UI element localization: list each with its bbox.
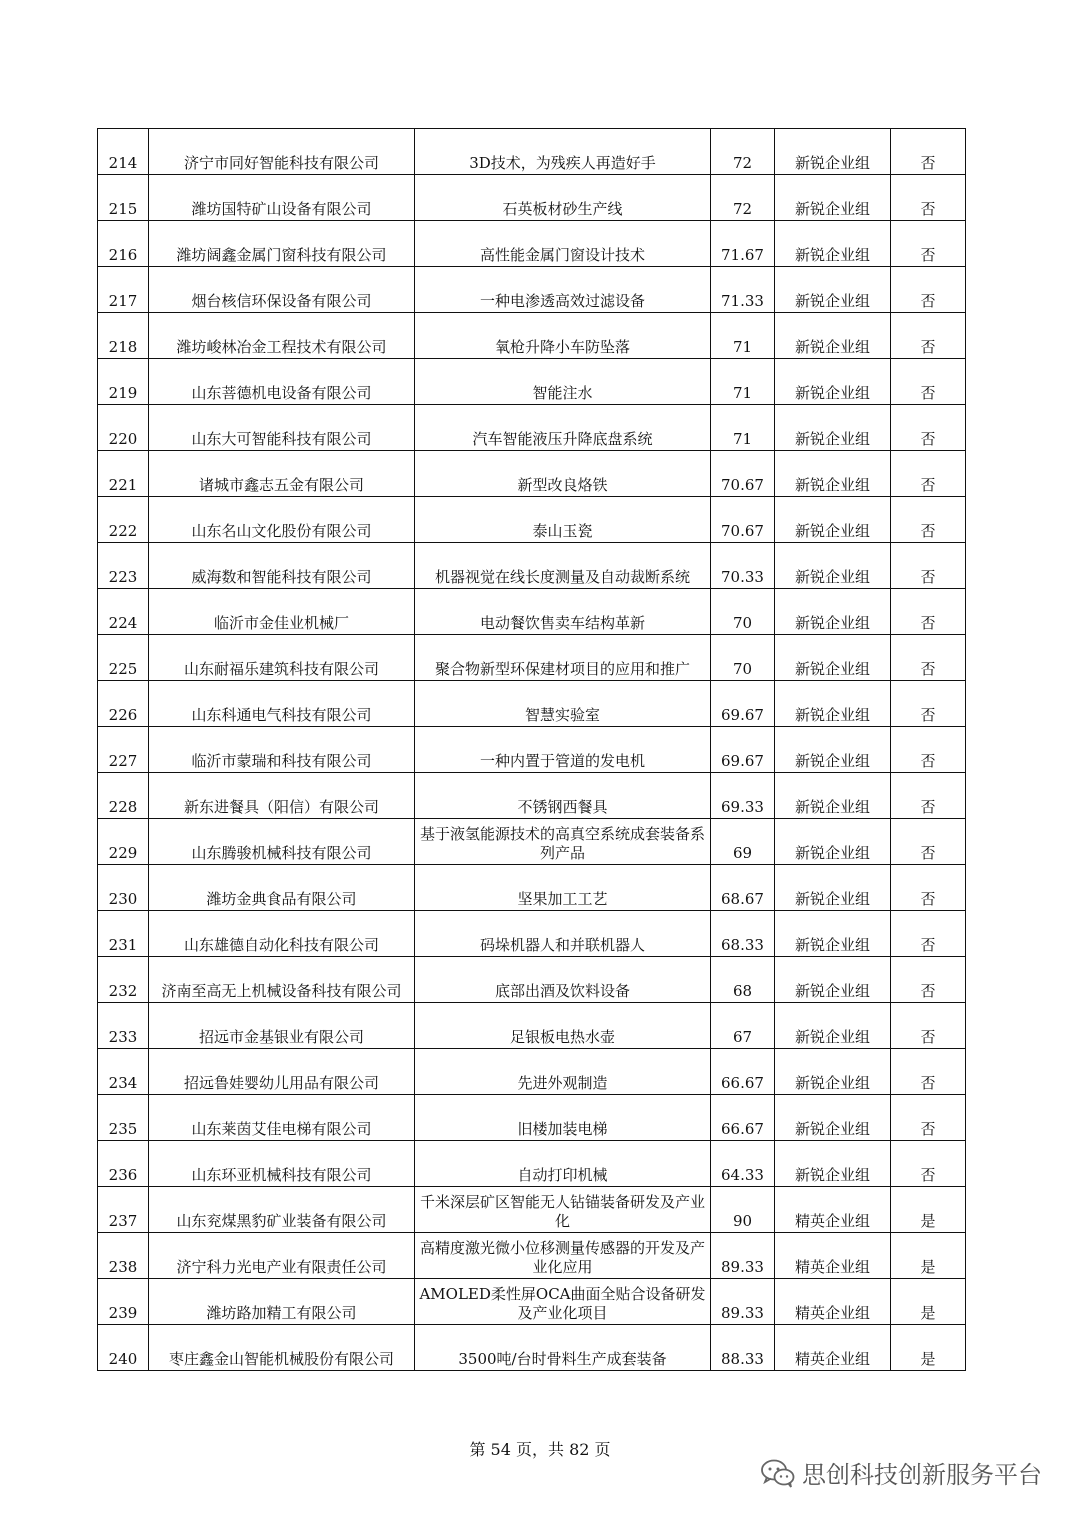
result-cell: 否	[891, 175, 966, 221]
company-cell: 济南至高无上机械设备科技有限公司	[149, 957, 415, 1003]
table-row	[98, 1279, 966, 1325]
table-row	[98, 175, 966, 221]
table-row	[98, 911, 966, 957]
company-cell: 潍坊金典食品有限公司	[149, 865, 415, 911]
table-row	[98, 129, 966, 175]
result-cell: 否	[891, 681, 966, 727]
group-cell: 新锐企业组	[775, 727, 891, 773]
group-cell: 新锐企业组	[775, 267, 891, 313]
project-cell: 聚合物新型环保建材项目的应用和推广	[415, 635, 711, 681]
table-row	[98, 1141, 966, 1187]
result-cell: 否	[891, 497, 966, 543]
project-cell: AMOLED柔性屏OCA曲面全贴合设备研发及产业化项目	[415, 1279, 711, 1325]
table-row	[98, 865, 966, 911]
group-cell: 新锐企业组	[775, 1141, 891, 1187]
project-cell: 汽车智能液压升降底盘系统	[415, 405, 711, 451]
company-cell: 威海数和智能科技有限公司	[149, 543, 415, 589]
company-cell: 招远市金基银业有限公司	[149, 1003, 415, 1049]
score-cell: 68	[711, 957, 775, 1003]
table-row	[98, 1095, 966, 1141]
group-cell: 新锐企业组	[775, 589, 891, 635]
group-cell: 新锐企业组	[775, 543, 891, 589]
row-number-cell: 240	[98, 1325, 149, 1371]
score-cell: 66.67	[711, 1049, 775, 1095]
score-cell: 70.33	[711, 543, 775, 589]
group-cell: 新锐企业组	[775, 129, 891, 175]
group-cell: 新锐企业组	[775, 911, 891, 957]
page-number: 第 54 页，共 82 页	[469, 1440, 611, 1459]
project-cell: 一种内置于管道的发电机	[415, 727, 711, 773]
table-row	[98, 543, 966, 589]
result-cell: 否	[891, 543, 966, 589]
row-number-cell: 218	[98, 313, 149, 359]
score-cell: 71.67	[711, 221, 775, 267]
table-row	[98, 589, 966, 635]
score-cell: 89.33	[711, 1233, 775, 1279]
project-cell: 泰山玉瓷	[415, 497, 711, 543]
score-cell: 64.33	[711, 1141, 775, 1187]
project-cell: 智慧实验室	[415, 681, 711, 727]
company-cell: 山东名山文化股份有限公司	[149, 497, 415, 543]
group-cell: 新锐企业组	[775, 405, 891, 451]
score-cell: 69.67	[711, 681, 775, 727]
watermark	[760, 1455, 1042, 1490]
row-number-cell: 235	[98, 1095, 149, 1141]
company-cell: 山东腾骏机械科技有限公司	[149, 819, 415, 865]
company-cell: 山东雄德自动化科技有限公司	[149, 911, 415, 957]
row-number-cell: 216	[98, 221, 149, 267]
project-cell: 自动打印机械	[415, 1141, 711, 1187]
score-cell: 72	[711, 129, 775, 175]
project-cell: 石英板材砂生产线	[415, 175, 711, 221]
project-cell: 旧楼加装电梯	[415, 1095, 711, 1141]
score-cell: 88.33	[711, 1325, 775, 1371]
group-cell: 新锐企业组	[775, 313, 891, 359]
row-number-cell: 234	[98, 1049, 149, 1095]
company-cell: 枣庄鑫金山智能机械股份有限公司	[149, 1325, 415, 1371]
result-cell: 是	[891, 1187, 966, 1233]
group-cell: 新锐企业组	[775, 497, 891, 543]
project-cell: 高精度激光微小位移测量传感器的开发及产业化应用	[415, 1233, 711, 1279]
group-cell: 新锐企业组	[775, 819, 891, 865]
table-row	[98, 819, 966, 865]
group-cell: 新锐企业组	[775, 957, 891, 1003]
row-number-cell: 221	[98, 451, 149, 497]
company-cell: 山东耐福乐建筑科技有限公司	[149, 635, 415, 681]
group-cell: 新锐企业组	[775, 681, 891, 727]
project-cell: 千米深层矿区智能无人钻锚装备研发及产业化	[415, 1187, 711, 1233]
table-body	[98, 129, 966, 1371]
row-number-cell: 233	[98, 1003, 149, 1049]
result-cell: 是	[891, 1325, 966, 1371]
score-cell: 69.33	[711, 773, 775, 819]
score-cell: 72	[711, 175, 775, 221]
result-cell: 否	[891, 1141, 966, 1187]
group-cell: 新锐企业组	[775, 175, 891, 221]
row-number-cell: 215	[98, 175, 149, 221]
group-cell: 精英企业组	[775, 1325, 891, 1371]
score-cell: 71.33	[711, 267, 775, 313]
group-cell: 新锐企业组	[775, 221, 891, 267]
row-number-cell: 219	[98, 359, 149, 405]
result-cell: 否	[891, 957, 966, 1003]
table-row	[98, 313, 966, 359]
group-cell: 新锐企业组	[775, 865, 891, 911]
table-row	[98, 1187, 966, 1233]
row-number-cell: 232	[98, 957, 149, 1003]
group-cell: 精英企业组	[775, 1187, 891, 1233]
table-row	[98, 221, 966, 267]
result-cell: 否	[891, 865, 966, 911]
score-cell: 71	[711, 405, 775, 451]
project-cell: 3500吨/台时骨料生产成套装备	[415, 1325, 711, 1371]
result-cell: 否	[891, 1095, 966, 1141]
group-cell: 新锐企业组	[775, 1095, 891, 1141]
result-cell: 否	[891, 819, 966, 865]
result-cell: 否	[891, 359, 966, 405]
project-cell: 坚果加工工艺	[415, 865, 711, 911]
score-cell: 68.33	[711, 911, 775, 957]
table-row	[98, 1049, 966, 1095]
group-cell: 精英企业组	[775, 1279, 891, 1325]
table-row	[98, 727, 966, 773]
row-number-cell: 226	[98, 681, 149, 727]
row-number-cell: 223	[98, 543, 149, 589]
company-cell: 山东科通电气科技有限公司	[149, 681, 415, 727]
result-cell: 否	[891, 911, 966, 957]
project-cell: 电动餐饮售卖车结构革新	[415, 589, 711, 635]
score-cell: 70.67	[711, 451, 775, 497]
group-cell: 新锐企业组	[775, 1049, 891, 1095]
row-number-cell: 236	[98, 1141, 149, 1187]
table-row	[98, 497, 966, 543]
company-cell: 诸城市鑫志五金有限公司	[149, 451, 415, 497]
score-cell: 90	[711, 1187, 775, 1233]
row-number-cell: 230	[98, 865, 149, 911]
table-row	[98, 635, 966, 681]
score-cell: 70.67	[711, 497, 775, 543]
result-cell: 否	[891, 129, 966, 175]
score-cell: 70	[711, 635, 775, 681]
group-cell: 精英企业组	[775, 1233, 891, 1279]
table-row	[98, 1003, 966, 1049]
result-cell: 是	[891, 1233, 966, 1279]
company-cell: 临沂市蒙瑞和科技有限公司	[149, 727, 415, 773]
table-row	[98, 405, 966, 451]
company-cell: 临沂市金佳业机械厂	[149, 589, 415, 635]
project-cell: 3D技术，为残疾人再造好手	[415, 129, 711, 175]
group-cell: 新锐企业组	[775, 1003, 891, 1049]
row-number-cell: 228	[98, 773, 149, 819]
result-cell: 否	[891, 451, 966, 497]
company-cell: 潍坊阔鑫金属门窗科技有限公司	[149, 221, 415, 267]
result-cell: 否	[891, 589, 966, 635]
company-cell: 山东兖煤黑豹矿业装备有限公司	[149, 1187, 415, 1233]
score-cell: 70	[711, 589, 775, 635]
company-cell: 烟台核信环保设备有限公司	[149, 267, 415, 313]
company-cell: 济宁市同好智能科技有限公司	[149, 129, 415, 175]
row-number-cell: 238	[98, 1233, 149, 1279]
table-row	[98, 267, 966, 313]
row-number-cell: 239	[98, 1279, 149, 1325]
company-cell: 潍坊峻林冶金工程技术有限公司	[149, 313, 415, 359]
row-number-cell: 231	[98, 911, 149, 957]
row-number-cell: 217	[98, 267, 149, 313]
table-row	[98, 359, 966, 405]
table-row	[98, 957, 966, 1003]
row-number-cell: 227	[98, 727, 149, 773]
project-cell: 底部出酒及饮料设备	[415, 957, 711, 1003]
company-cell: 山东莱茵艾佳电梯有限公司	[149, 1095, 415, 1141]
score-cell: 66.67	[711, 1095, 775, 1141]
results-table	[97, 128, 966, 1371]
score-cell: 89.33	[711, 1279, 775, 1325]
result-cell: 否	[891, 1049, 966, 1095]
company-cell: 山东大可智能科技有限公司	[149, 405, 415, 451]
result-cell: 否	[891, 773, 966, 819]
row-number-cell: 224	[98, 589, 149, 635]
row-number-cell: 220	[98, 405, 149, 451]
score-cell: 69.67	[711, 727, 775, 773]
group-cell: 新锐企业组	[775, 635, 891, 681]
company-cell: 山东环亚机械科技有限公司	[149, 1141, 415, 1187]
result-cell: 否	[891, 267, 966, 313]
row-number-cell: 225	[98, 635, 149, 681]
company-cell: 潍坊国特矿山设备有限公司	[149, 175, 415, 221]
company-cell: 山东菩德机电设备有限公司	[149, 359, 415, 405]
row-number-cell: 237	[98, 1187, 149, 1233]
score-cell: 69	[711, 819, 775, 865]
project-cell: 码垛机器人和并联机器人	[415, 911, 711, 957]
project-cell: 基于液氢能源技术的高真空系统成套装备系列产品	[415, 819, 711, 865]
project-cell: 高性能金属门窗设计技术	[415, 221, 711, 267]
row-number-cell: 214	[98, 129, 149, 175]
company-cell: 潍坊路加精工有限公司	[149, 1279, 415, 1325]
project-cell: 氧枪升降小车防坠落	[415, 313, 711, 359]
project-cell: 不锈钢西餐具	[415, 773, 711, 819]
company-cell: 济宁科力光电产业有限责任公司	[149, 1233, 415, 1279]
project-cell: 新型改良烙铁	[415, 451, 711, 497]
table-row	[98, 1233, 966, 1279]
table-row	[98, 451, 966, 497]
score-cell: 67	[711, 1003, 775, 1049]
group-cell: 新锐企业组	[775, 773, 891, 819]
company-cell: 招远鲁娃婴幼儿用品有限公司	[149, 1049, 415, 1095]
group-cell: 新锐企业组	[775, 359, 891, 405]
project-cell: 一种电渗透高效过滤设备	[415, 267, 711, 313]
row-number-cell: 229	[98, 819, 149, 865]
result-cell: 否	[891, 221, 966, 267]
score-cell: 71	[711, 359, 775, 405]
score-cell: 71	[711, 313, 775, 359]
score-cell: 68.67	[711, 865, 775, 911]
result-cell: 否	[891, 635, 966, 681]
table-row	[98, 773, 966, 819]
wechat-icon	[760, 1458, 796, 1488]
result-cell: 否	[891, 727, 966, 773]
project-cell: 足银板电热水壶	[415, 1003, 711, 1049]
result-cell: 否	[891, 313, 966, 359]
table-row	[98, 681, 966, 727]
project-cell: 机器视觉在线长度测量及自动裁断系统	[415, 543, 711, 589]
company-cell: 新东进餐具（阳信）有限公司	[149, 773, 415, 819]
group-cell: 新锐企业组	[775, 451, 891, 497]
result-cell: 是	[891, 1279, 966, 1325]
row-number-cell: 222	[98, 497, 149, 543]
project-cell: 先进外观制造	[415, 1049, 711, 1095]
table-row	[98, 1325, 966, 1371]
watermark-text: 思创科技创新服务平台	[802, 1461, 1042, 1489]
project-cell: 智能注水	[415, 359, 711, 405]
result-cell: 否	[891, 405, 966, 451]
result-cell: 否	[891, 1003, 966, 1049]
